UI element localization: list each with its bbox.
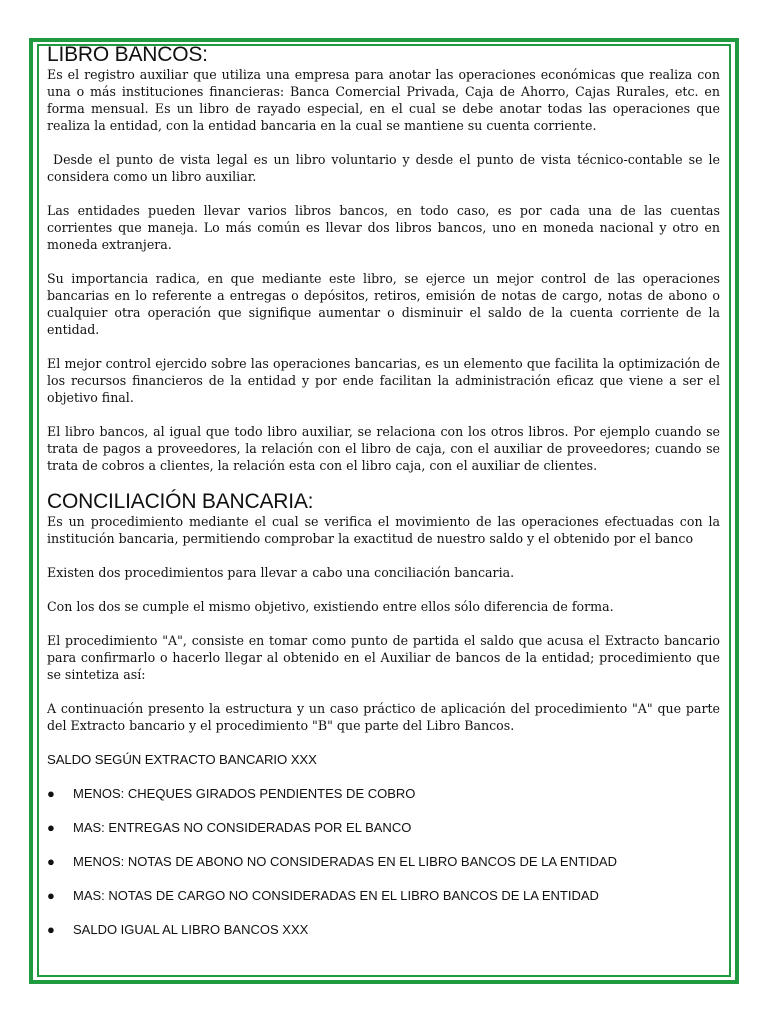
paragraph: El procedimiento "A", consiste en tomar como punto de partida el saldo que acusa el Extracto bancario para confirmarlo o hacerlo llegar al obtenido en el Auxiliar de bancos de la entidad; procedimiento que se sintetiza así: bbox=[47, 633, 720, 682]
section-title: LIBRO BANCOS: bbox=[47, 43, 208, 66]
item-keyword: MENOS: bbox=[73, 854, 125, 869]
bullet-icon: ● bbox=[47, 888, 55, 903]
list-item bbox=[47, 853, 720, 870]
paragraph: Las entidades pueden llevar varios libros bancos, en todo caso, es por cada una de las cuentas corrientes que maneja. Lo más común es llevar dos libros bancos, uno en moneda nacional y otro en moneda extranjera. bbox=[47, 203, 720, 252]
section-conciliacion-bancaria bbox=[47, 491, 720, 938]
item-text: SALDO IGUAL AL LIBRO BANCOS XXX bbox=[73, 922, 309, 937]
paragraph: Es el registro auxiliar que utiliza una empresa para anotar las operaciones económicas que realiza con una o más instituciones financieras: Banca Comercial Privada, Caja de Ahorro, Cajas Rurales, etc. en forma mensual. Es un libro de rayado especial, en el cual se debe anotar todas las operaciones que realiza la entidad, con la entidad bancaria en la cual se mantiene su cuenta corriente. bbox=[47, 67, 720, 133]
list-item bbox=[47, 921, 720, 938]
bullet-icon: ● bbox=[47, 786, 55, 801]
section-title: CONCILIACIÓN BANCARIA: bbox=[47, 490, 314, 513]
paragraph: El mejor control ejercido sobre las operaciones bancarias, es un elemento que facilita la optimización de los recursos financieros de la entidad y por ende facilitan la administración eficaz que viene a ser el objetivo final. bbox=[47, 356, 720, 405]
item-text: CHEQUES GIRADOS PENDIENTES DE COBRO bbox=[124, 786, 416, 801]
item-text: NOTAS DE ABONO NO CONSIDERADAS EN EL LIBRO BANCOS DE LA ENTIDAD bbox=[124, 854, 617, 869]
document-body bbox=[47, 43, 725, 955]
item-keyword: MAS: bbox=[73, 888, 105, 903]
item-text: NOTAS DE CARGO NO CONSIDERADAS EN EL LIBRO BANCOS DE LA ENTIDAD bbox=[104, 888, 599, 903]
bullet-icon: ● bbox=[47, 820, 55, 835]
list-item bbox=[47, 785, 720, 802]
paragraph: Desde el punto de vista legal es un libro voluntario y desde el punto de vista técnico-contable se le considera como un libro auxiliar. bbox=[47, 152, 725, 184]
item-text: ENTREGAS NO CONSIDERADAS POR EL BANCO bbox=[104, 820, 412, 835]
reconciliation-list bbox=[47, 785, 720, 938]
list-item bbox=[47, 819, 720, 836]
paragraph: Existen dos procedimientos para llevar a cabo una conciliación bancaria. bbox=[47, 565, 515, 580]
paragraph: Su importancia radica, en que mediante este libro, se ejerce un mejor control de las operaciones bancarias en lo referente a entregas o depósitos, retiros, emisión de notas de cargo, notas de abono o cualquier otra operación que signifique aumentar o disminuir el saldo de la cuenta corriente de la entidad. bbox=[47, 271, 720, 337]
section-libro-bancos bbox=[47, 43, 725, 474]
saldo-heading: SALDO SEGÚN EXTRACTO BANCARIO XXX bbox=[47, 752, 317, 767]
list-item bbox=[47, 887, 720, 904]
bullet-icon: ● bbox=[47, 922, 55, 937]
bullet-icon: ● bbox=[47, 854, 55, 869]
paragraph: Con los dos se cumple el mismo objetivo, existiendo entre ellos sólo diferencia de forma. bbox=[47, 599, 614, 614]
paragraph: Es un procedimiento mediante el cual se verifica el movimiento de las operaciones efectuadas con la institución bancaria, permitiendo comprobar la exactitud de nuestro saldo y el obtenido por el banco bbox=[47, 514, 720, 546]
item-keyword: MAS: bbox=[73, 820, 105, 835]
paragraph: El libro bancos, al igual que todo libro auxiliar, se relaciona con los otros libros. Por ejemplo cuando se trata de pagos a proveedores, la relación con el libro de caja, con el auxiliar de proveedores; cuando se trata de cobros a clientes, la relación esta con el libro caja, con el auxiliar de clientes. bbox=[47, 424, 720, 473]
paragraph: A continuación presento la estructura y un caso práctico de aplicación del procedimiento "A" que parte del Extracto bancario y el procedimiento "B" que parte del Libro Bancos. bbox=[47, 701, 720, 733]
item-keyword: MENOS: bbox=[73, 786, 125, 801]
